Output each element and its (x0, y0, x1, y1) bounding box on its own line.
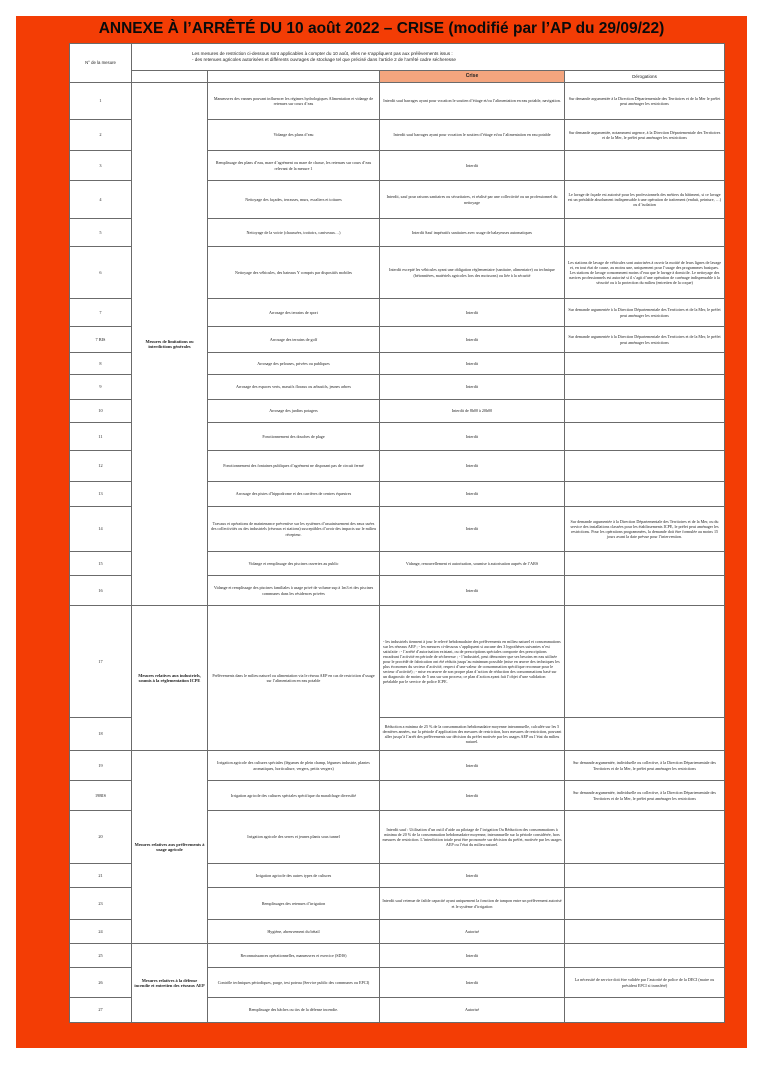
measures-table (69, 43, 725, 1023)
measure-number: 15 (70, 552, 132, 576)
derogation-value (565, 375, 725, 400)
derogation-value (565, 944, 725, 968)
crise-value: Interdit sauf retenue de faible capacité ayant uniquement la fonction de tampon entre un prélèvement autorisé et le système d’irrigation (380, 888, 565, 920)
derogation-value (565, 920, 725, 944)
measure-number: 6 (70, 247, 132, 299)
derogation-value: Sur demande argumentée à la Direction Départementale des Territoires et de la Mer, le préfet peut aménager les restrictions (565, 327, 725, 353)
measure-number: 3 (70, 151, 132, 181)
measure-number: 11 (70, 423, 132, 451)
table-row (70, 944, 725, 968)
derogation-value (565, 482, 725, 507)
crise-value: Interdit (380, 451, 565, 482)
measure-description: Contrôle techniques périodiques, purge, test poteau (Service public des communes ou EPCI) (208, 968, 380, 998)
crise-value: Interdit (380, 864, 565, 888)
measure-number: 7 BIS (70, 327, 132, 353)
measure-number: 18 (70, 718, 132, 751)
derogation-value (565, 552, 725, 576)
crise-value: Interdit (380, 968, 565, 998)
measure-description: Remplissage des bâches ou tirs de la défense incendie. (208, 998, 380, 1023)
table-row (70, 751, 725, 781)
measure-description: Fonctionnement des douches de plage (208, 423, 380, 451)
measure-number: 19 (70, 751, 132, 781)
measure-description: Irrigation agricole des cultures spéciales (légumes de plein champ, légumes industrie, plantes aromatiques, horticulture, vergers, petits vergers) (208, 751, 380, 781)
measure-number: 1 (70, 83, 132, 120)
table-row (70, 606, 725, 718)
category-general: Mesures de limitations ou interdictions générales (132, 83, 208, 606)
derogation-value (565, 151, 725, 181)
crise-value: Vidange, renouvellement et autorisation, soumise à autorisation auprès de l’ARS (380, 552, 565, 576)
derogation-value (565, 811, 725, 864)
derogation-value: Le lavage de façade est autorisé pour les professionnels des métiers du bâtiment, si ce lavage est un préalable absolument indispensable à une opération de traitement (enduit, peinture, …) ou d’isolation (565, 181, 725, 219)
measure-description: Nettoyage des façades, terrasses, murs, escaliers et toitures (208, 181, 380, 219)
crise-value: Interdit sauf barrages ayant pour vocation le soutien d’étiage et/ou l’alimentation en eau potable (380, 120, 565, 151)
crise-value: Interdit (380, 576, 565, 606)
measure-description: Fonctionnement des fontaines publiques d’agrément ne disposant pas de circuit fermé (208, 451, 380, 482)
crise-value: Interdit (380, 375, 565, 400)
measure-number: 4 (70, 181, 132, 219)
page-title: ANNEXE À l’ARRÊTÉ DU 10 août 2022 – CRISE (modifié par l’AP du 29/09/22) (98, 20, 665, 37)
measure-description: Prélèvements dans le milieu naturel ou alimentation via le réseau AEP en cas de restriction d’usage sur l’alimentation en eau potable (208, 606, 380, 751)
derogation-value: Sur demande argumentée à la Direction Départementale des Territoires et de la Mer, le préfet peut aménager les restrictions (565, 299, 725, 327)
derogation-value (565, 718, 725, 751)
crise-value: - les industriels tiennent à jour le relevé hebdomadaire des prélèvements en milieu naturel et consommations sur les réseaux AEP ; - les mesures ci-dessous s’appliquent si aucune des 3 hypothèses suivantes n’est satisfaite : - l’arrêté d’autorisation existant, ou de prescriptions spéciales comporte des prescriptions encadrant l’activité en période de sécheresse ; - l’industriel, peut démontrer que ses besoins en eau utilisée pour le procédé de fabrication ont été réduits jusqu’au minimum possible (mise en œuvre des techniques les plus économes du secteur d’activité, respect d’une valeur de consommation spécifique reconnue pour le secteur d’activité) ; - mise en œuvre de son propre plan d’action de réduction des consommations basé sur un diagnostic de moins de 5 ans sur son process; ce plan d’action ayant fait l’objet d’une validation préalable par le service de police ICPE. (380, 606, 565, 718)
measure-description: Remplissage des plans d’eau, mare d’agrément ou mare de chasse, les retenues sur cours d’eau relevant de la mesure 1 (208, 151, 380, 181)
derogation-value (565, 864, 725, 888)
crise-value: Interdit sauf : Utilisation d’un outil d’aide au pilotage de l’irrigation Ou Réduction des consommations à minima de 20 % de la consommation hebdomadaire moyenne, interannuelle sur la période considérée, hors mesures de restriction. L’interdiction totale peut être prononcée sur décision du préfet, motivée par les usages AEP ou l’état du milieu naturel. (380, 811, 565, 864)
crise-value: Interdit (380, 299, 565, 327)
measure-description: Reconnaissances opérationnelles, manœuvres et exercice (SDIS) (208, 944, 380, 968)
crise-value: Autorisé (380, 998, 565, 1023)
measure-number: 27 (70, 998, 132, 1023)
measure-description: Vidange et remplissage des piscines familiales à usage privé de volume sup à 1m3 et des piscines communes dans les résidences privées (208, 576, 380, 606)
derogation-value: Sur demande argumentée, individuelle ou collective, à la Direction Départementale des Territoires et de la Mer, le préfet peut aménager les restrictions (565, 751, 725, 781)
category-aep: Mesures relatives à la défense incendie et entretien des réseaux AEP (132, 944, 208, 1023)
measure-number: 10 (70, 400, 132, 423)
derogation-value: Les stations de lavage de véhicules sont autorisées à ouvrir la moitié de leurs lignes de lavage et, en tout état de cause, au moins une, uniquement pour l’usage des programmes basiques. Les stations de lavage consomment moins d’eau que le lavage à domicile. Le nettoyage des navires professionnels est autorisé si il s’agit d’une opération de carénage indispensable à la sécurité ou à la protection du milieu (entretien de la coque) (565, 247, 725, 299)
measure-description: Arrosage des jardins potagers (208, 400, 380, 423)
measure-number: 20 (70, 811, 132, 864)
derogation-value (565, 888, 725, 920)
crise-value: Interdit Sauf impératifs sanitaires avec usage de balayeuses automatiques (380, 219, 565, 247)
category-icpe: Mesures relatives aux industriels, soumis à la réglementation ICPE (132, 606, 208, 751)
measure-description: Arrosage des espaces verts, massifs floraux ou arbustifs, jeunes arbres (208, 375, 380, 400)
measure-description: Irrigation agricole des serres et jeunes plants sous tunnel (208, 811, 380, 864)
measure-number: 9 (70, 375, 132, 400)
measure-description: Nettoyage de la voirie (chaussées, trottoirs, caniveaux…) (208, 219, 380, 247)
crise-value: Interdit, sauf pour raisons sanitaires ou sécuritaires, et réalisé par une collectivité ou un professionnel du nettoyage (380, 181, 565, 219)
crise-value: Interdit (380, 151, 565, 181)
derogation-value: La nécessité de service doit être validée par l’autorité de police de la DECI (maire ou président EPCI si transféré) (565, 968, 725, 998)
derogation-value (565, 400, 725, 423)
crise-value: Interdit (380, 423, 565, 451)
crise-value: Interdit (380, 751, 565, 781)
derogation-value: Sur demande argumentée, individuelle ou collective, à la Direction Départementale des Territoires et de la Mer, le préfet peut aménager les restrictions (565, 781, 725, 811)
header-derogations: Dérogations (565, 71, 725, 83)
measure-number: 19BIS (70, 781, 132, 811)
header-intro (132, 44, 725, 71)
crise-value: Interdit excepté les véhicules ayant une obligation réglementaire (sanitaire, alimentaire) ou technique (bétonnières, matériels agricoles lors des moissons) ou liée à la sécurité (380, 247, 565, 299)
page-frame (16, 16, 747, 1048)
derogation-value (565, 576, 725, 606)
derogation-value (565, 353, 725, 375)
crise-value: Interdit (380, 482, 565, 507)
measure-number: 23 (70, 888, 132, 920)
header-intro-line1: Les mesures de restriction ci-dessous sont applicables à compter du 10 août, elles ne s’appliquent pas aux prélèvements issus : (192, 51, 453, 57)
measure-description: Arrosage des pistes d’hippodrome et des carrières de centres équestres (208, 482, 380, 507)
measure-number: 24 (70, 920, 132, 944)
measure-description: Irrigation agricole des autres types de cultures (208, 864, 380, 888)
measure-description: Travaux et opérations de maintenance préventive sur les systèmes d’assainissement des eaux usées des collectivités ou des industriels (réseaux et stations) susceptibles d’avoir des impacts sur le milieu récepteur. (208, 507, 380, 552)
measure-number: 21 (70, 864, 132, 888)
measure-number: 12 (70, 451, 132, 482)
derogation-value: Sur demande argumentée à la Direction Départementale des Territoires et de la Mer le préfet peut aménager les restrictions (565, 83, 725, 120)
crise-value: Interdit de 8h00 à 20h00 (380, 400, 565, 423)
crise-value: Interdit (380, 327, 565, 353)
header-num: N° de la mesure (70, 44, 132, 83)
measure-number: 2 (70, 120, 132, 151)
measure-description: Nettoyage des véhicules, des bateaux Y compris par dispositifs mobiles (208, 247, 380, 299)
measure-number: 8 (70, 353, 132, 375)
measure-number: 7 (70, 299, 132, 327)
measure-number: 5 (70, 219, 132, 247)
measure-number: 16 (70, 576, 132, 606)
crise-value: Réduction a minima de 25 % de la consommation hebdomadaire moyenne interannuelle, calculée sur les 5 dernières années, sur la période d’application des mesures de restriction, hors mesures de restriction, pouvant aller jusqu’à l’arrêt des prélèvements sur décision du préfet motivée par les usages AEP ou l’état du milieu naturel. (380, 718, 565, 751)
measure-number: 26 (70, 968, 132, 998)
derogation-value: Sur demande argumentée, notamment urgence, à la Direction Départementale des Territoires et de la Mer, le préfet peut aménager les restrictions (565, 120, 725, 151)
crise-value: Interdit sauf barrages ayant pour vocation le soutien d’étiage et/ou l’alimentation en eau potable, navigation. (380, 83, 565, 120)
derogation-value (565, 998, 725, 1023)
derogation-value (565, 451, 725, 482)
table-subheader-row (70, 71, 725, 83)
measure-description: Arrosage des terrains de sport (208, 299, 380, 327)
table-header-row (70, 44, 725, 71)
crise-value: Interdit (380, 944, 565, 968)
derogation-value (565, 606, 725, 718)
derogation-value (565, 219, 725, 247)
measure-description: Arrosage des terrains de golf (208, 327, 380, 353)
measure-number: 25 (70, 944, 132, 968)
measure-description: Hygiène, abreuvement du bétail (208, 920, 380, 944)
measure-description: Irrigation agricole des cultures spéciales spécifique du maraîchage diversifié (208, 781, 380, 811)
measure-description: Vidange des plans d’eau (208, 120, 380, 151)
measure-description: Vidange et remplissage des piscines ouvertes au public (208, 552, 380, 576)
table-row (70, 83, 725, 120)
derogation-value (565, 423, 725, 451)
measure-description: Remplissages des retenues d’irrigation (208, 888, 380, 920)
header-crise: Crise (380, 71, 565, 83)
category-agri: Mesures relatives aux prélèvements à usage agricole (132, 751, 208, 944)
derogation-value: Sur demande argumentée à la Direction Départementale des Territoires et de la Mer, ou du service des installations classées pour les établissements ICPE, le préfet peut aménager les restrictions. Pour les opérations programmées, la demande doit être formulée au moins 15 jours avant la date prévue pour l’intervention. (565, 507, 725, 552)
measure-description: Arrosage des pelouses, privées ou publiques (208, 353, 380, 375)
measure-description: Manœuvres des vannes pouvant influencer les régimes hydrologiques Alimentation et vidange de retenues sur cours d’eau (208, 83, 380, 120)
header-intro-line2: - des retenues agricoles autorisées et différents ouvrages de stockage tel que précisé dans l’article 2 de l’arrêté cadre sécheresse (192, 57, 456, 62)
crise-value: Interdit (380, 507, 565, 552)
crise-value: Autorisé (380, 920, 565, 944)
measure-number: 17 (70, 606, 132, 718)
crise-value: Interdit (380, 353, 565, 375)
measure-number: 14 (70, 507, 132, 552)
measure-number: 13 (70, 482, 132, 507)
crise-value: Interdit (380, 781, 565, 811)
